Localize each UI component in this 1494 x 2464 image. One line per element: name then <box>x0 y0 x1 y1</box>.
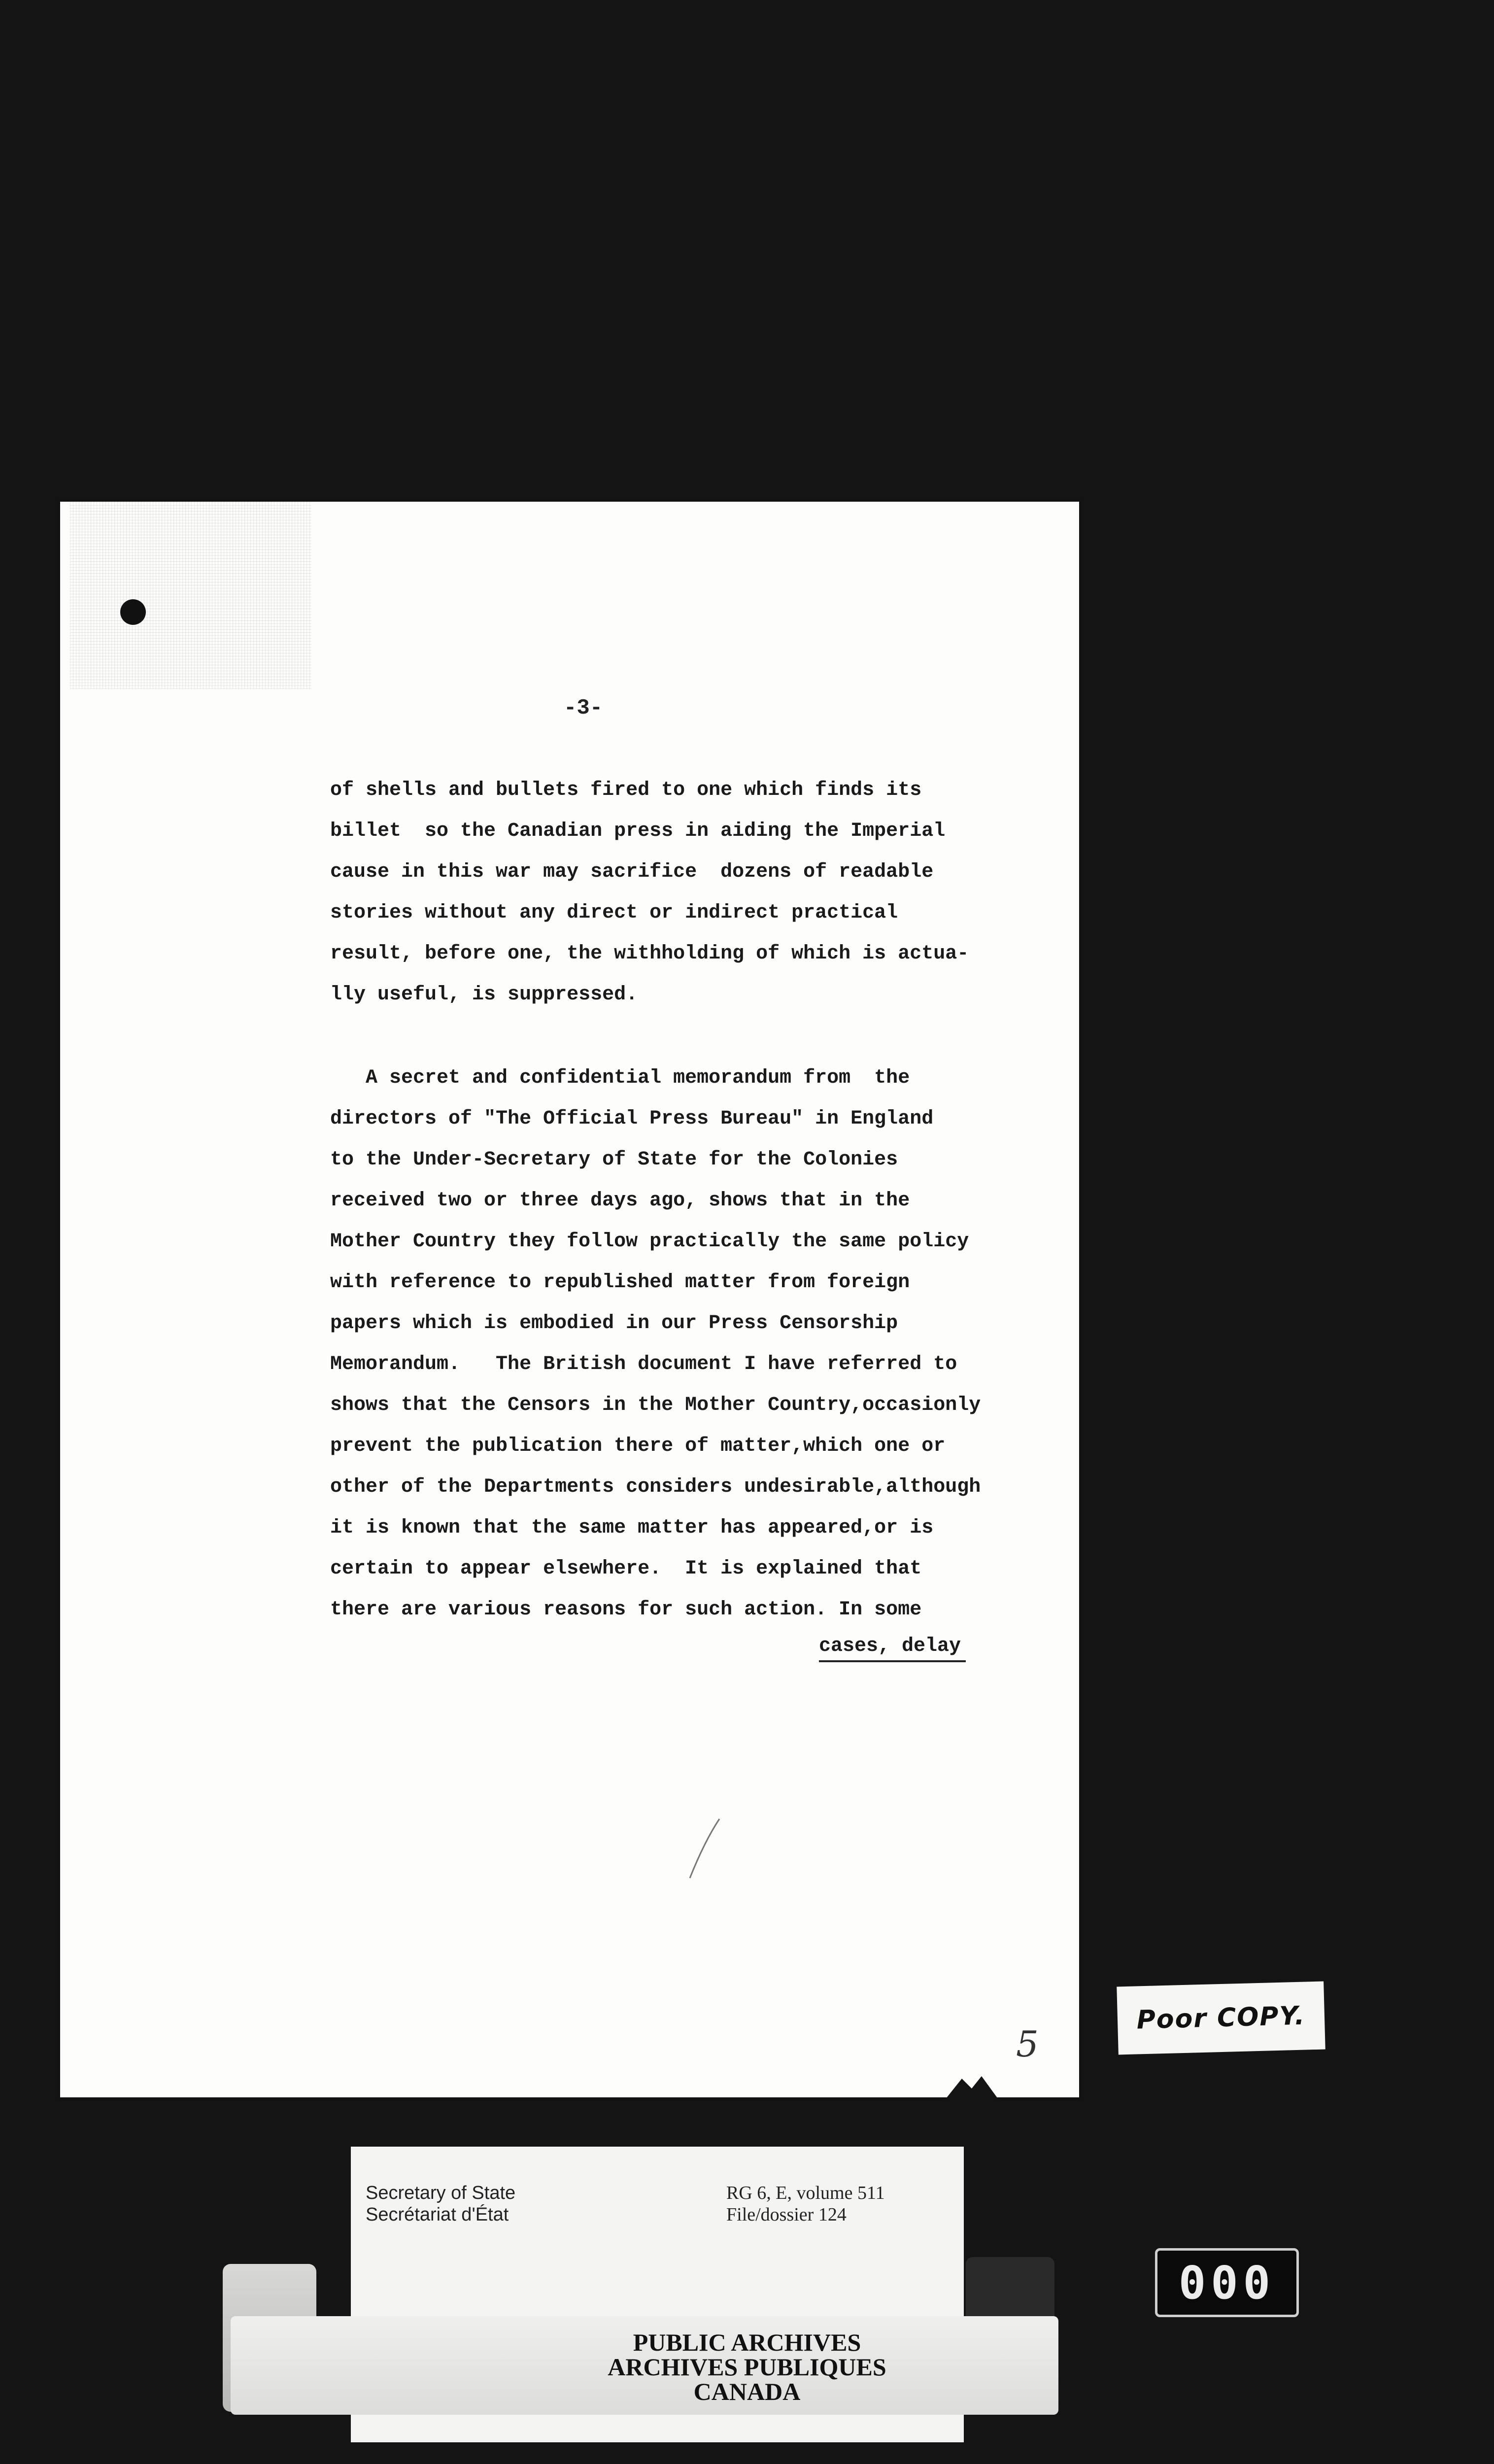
text-line: with reference to republished matter from foreign <box>330 1271 910 1294</box>
text-line: Mother Country they follow practically the same policy <box>330 1231 969 1253</box>
text-line: to the Under-Secretary of State for the Colonies <box>330 1149 898 1171</box>
text-line: papers which is embodied in our Press Censorship <box>330 1312 898 1335</box>
page-tear <box>942 2074 1001 2103</box>
archive-department <box>366 2182 515 2225</box>
department-en: Secretary of State <box>366 2183 516 2203</box>
text-line: cause in this war may sacrifice dozens of readable <box>330 861 934 883</box>
text-line: it is known that the same matter has appeared,or is <box>330 1517 934 1539</box>
paragraph-2 <box>330 1058 1079 1630</box>
text-line: prevent the publication there of matter,which one or <box>330 1435 946 1457</box>
text-line: there are various reasons for such action. In some <box>330 1599 922 1621</box>
department-fr: Secrétariat d'État <box>366 2204 509 2225</box>
band-line-3: CANADA <box>693 2378 801 2405</box>
pencil-mark <box>685 1816 724 1881</box>
band-line-2: ARCHIVES PUBLIQUES <box>608 2353 886 2381</box>
text-line: shows that the Censors in the Mother Country,occasionly <box>330 1394 981 1416</box>
page-number: -3- <box>564 696 603 720</box>
text-line: certain to appear elsewhere. It is explained that <box>330 1558 922 1580</box>
band-line-1: PUBLIC ARCHIVES <box>633 2328 861 2356</box>
text-line: received two or three days ago, shows that in the <box>330 1190 910 1212</box>
text-line: result, before one, the withholding of which is actua- <box>330 943 969 965</box>
text-line: lly useful, is suppressed. <box>330 984 638 1006</box>
file-number: File/dossier 124 <box>726 2204 847 2225</box>
page-texture <box>70 502 311 689</box>
document-page <box>60 502 1079 2097</box>
text-line: billet so the Canadian press in aiding the Imperial <box>330 820 946 842</box>
paragraph-1 <box>330 770 1079 1015</box>
poor-copy-sticker <box>1117 1982 1325 2055</box>
text-line: directors of "The Official Press Bureau" in England <box>330 1108 934 1130</box>
catchword: cases, delay <box>819 1635 966 1662</box>
frame-counter <box>1155 2248 1299 2317</box>
text-line: of shells and bullets fired to one which finds its <box>330 779 922 801</box>
frame-counter-value: 000 <box>1178 2256 1276 2309</box>
record-group: RG 6, E, volume 511 <box>726 2183 885 2203</box>
punch-hole <box>120 599 146 625</box>
archive-band-text <box>0 2330 1494 2404</box>
text-line: other of the Departments considers undesirable,although <box>330 1476 981 1498</box>
archive-reference <box>726 2182 885 2225</box>
poor-copy-label: Poor COPY. <box>1136 2001 1306 2035</box>
handwritten-folio-number: 5 <box>1016 2023 1039 2065</box>
text-line: Memorandum. The British document I have referred to <box>330 1353 957 1375</box>
text-line: A secret and confidential memorandum from the <box>330 1067 910 1089</box>
text-line: stories without any direct or indirect practical <box>330 902 898 924</box>
